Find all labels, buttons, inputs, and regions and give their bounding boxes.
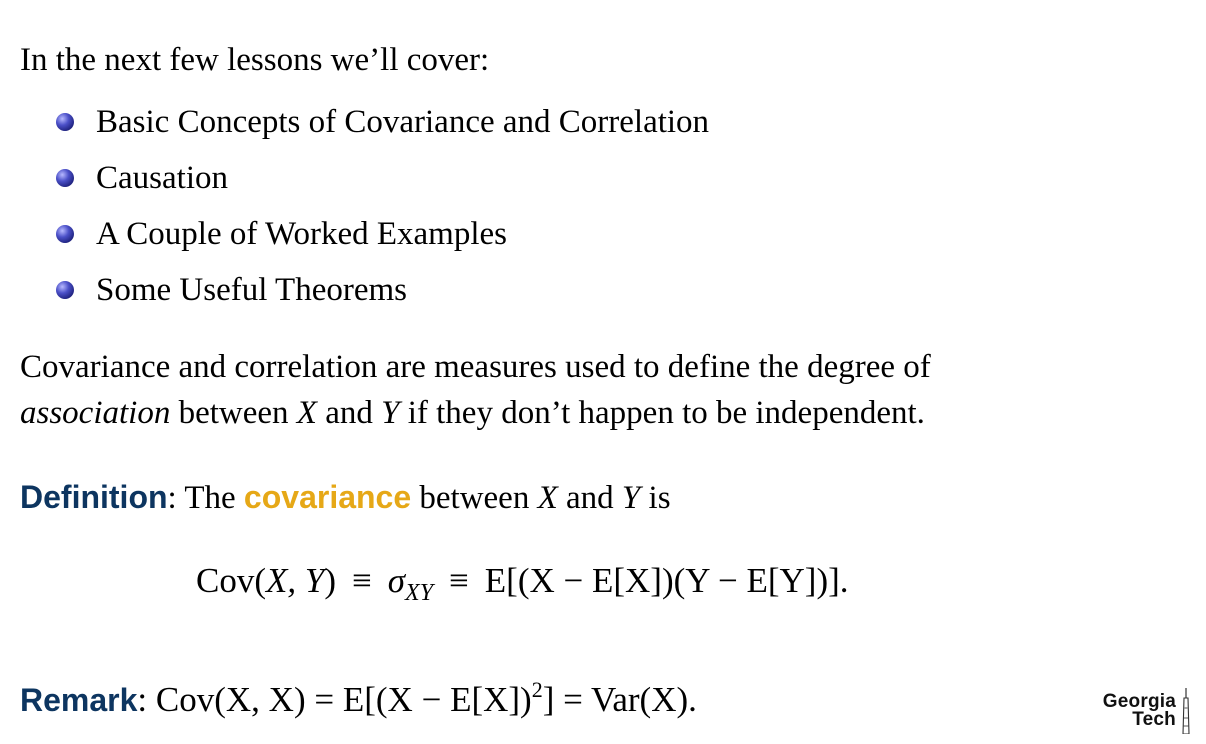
definition-label: Definition: [20, 479, 168, 515]
remark-colon: :: [137, 680, 156, 719]
remark-mid-close: ]: [542, 680, 555, 719]
list-item-text: Some Useful Theorems: [96, 271, 408, 308]
list-item: [52, 150, 709, 206]
definition-variable-y: Y: [621, 480, 641, 516]
equiv-symbol-1: ≡: [352, 561, 372, 600]
definition-text-3: and: [557, 480, 622, 516]
bullet-icon: [56, 225, 74, 243]
definition-line: [20, 474, 671, 521]
paragraph-text-3: and: [316, 395, 382, 431]
equation-lhs-fn: Cov(: [196, 561, 266, 600]
list-item-text: Basic Concepts of Covariance and Correlation: [96, 103, 710, 140]
list-item: [52, 94, 709, 150]
equation-lhs-close: ): [324, 561, 337, 600]
logo-text-georgia: Georgia: [1102, 691, 1176, 712]
georgia-tech-logo: [1086, 688, 1198, 734]
paragraph-text-1: Covariance and correlation are measures used to define the degree of: [20, 349, 931, 385]
remark-superscript: 2: [531, 677, 543, 702]
definition-text-2: between: [411, 480, 538, 516]
paragraph-text-4: if they don’t happen to be independent.: [399, 395, 925, 431]
definition-variable-x: X: [537, 480, 558, 516]
list-item: [52, 206, 709, 262]
sigma-subscript: XY: [405, 580, 434, 606]
equiv-symbol-2: ≡: [449, 561, 469, 600]
intro-text: In the next few lessons we’ll cover:: [20, 42, 490, 78]
remark-equals-2: =: [554, 680, 591, 719]
bullet-icon: [56, 281, 74, 299]
covariance-equation: [196, 556, 849, 618]
remark-line: [20, 666, 697, 724]
logo-text-tech: Tech: [1132, 709, 1176, 730]
bullet-icon: [56, 169, 74, 187]
sigma-symbol: σ: [387, 561, 406, 600]
paragraph-text-2: between: [170, 395, 297, 431]
topic-list: [52, 94, 709, 318]
definition-text-4: is: [640, 480, 671, 516]
equation-rhs: E[(X − E[X])(Y − E[Y])].: [484, 561, 849, 600]
remark-rhs: Var(X).: [590, 680, 697, 719]
remark-equals-1: =: [305, 680, 343, 719]
covariance-term: covariance: [243, 479, 412, 515]
list-item-text: A Couple of Worked Examples: [96, 215, 508, 252]
remark-label: Remark: [20, 682, 138, 718]
tech-tower-icon: [1178, 688, 1194, 734]
variable-y: Y: [381, 395, 400, 431]
association-paragraph: [20, 344, 1170, 436]
bullet-icon: [56, 113, 74, 131]
definition-text-1: : The: [167, 480, 244, 516]
variable-x: X: [296, 395, 317, 431]
equation-lhs-args: X, Y: [266, 561, 325, 600]
remark-mid: E[(X − E[X]): [342, 680, 532, 719]
emphasis-association: association: [20, 395, 171, 431]
remark-lhs: Cov(X, X): [155, 680, 306, 719]
list-item-text: Causation: [96, 159, 228, 196]
list-item: [52, 262, 709, 318]
